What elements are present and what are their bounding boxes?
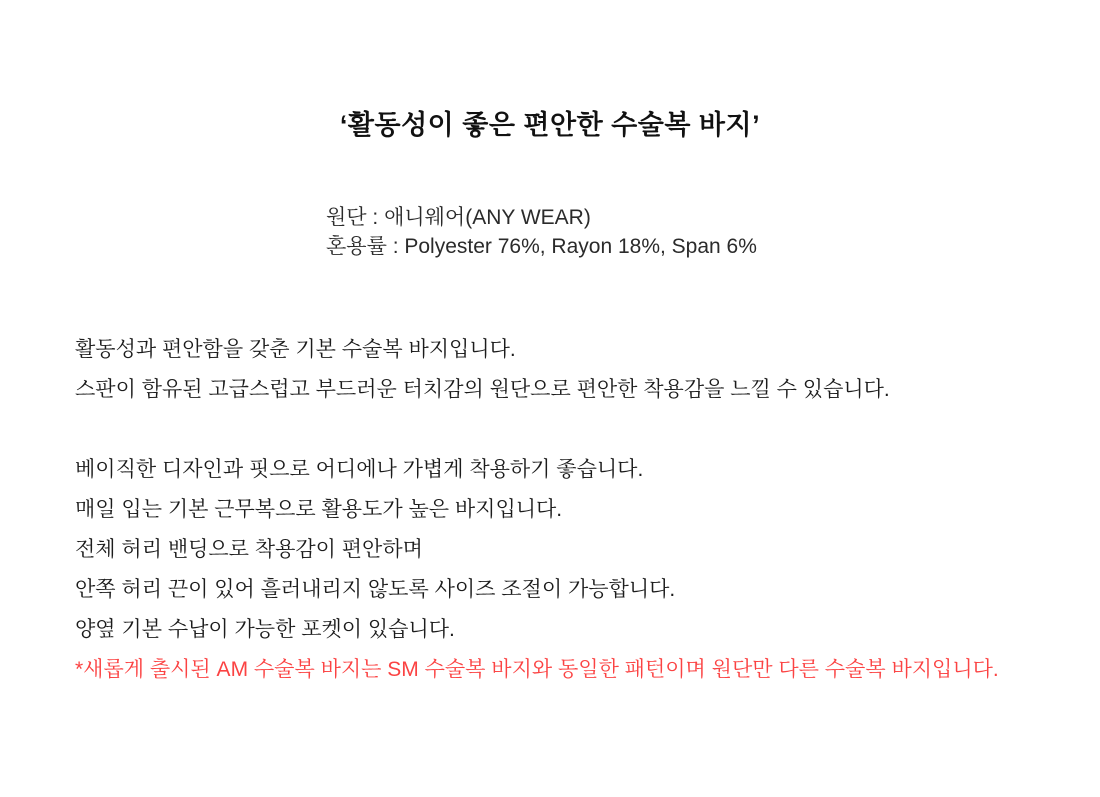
note-line: *새롭게 출시된 AM 수술복 바지는 SM 수술복 바지와 동일한 패턴이며 원단만 다른 수술복 바지입니다.	[75, 658, 999, 681]
description-line: 활동성과 편안함을 갖춘 기본 수술복 바지입니다.	[75, 338, 516, 361]
fabric-info-block	[326, 203, 757, 261]
blend-ratio-line: 혼용률 : Polyester 76%, Rayon 18%, Span 6%	[326, 235, 757, 258]
paragraph-spacer	[75, 410, 999, 450]
description-line: 안쪽 허리 끈이 있어 흘러내리지 않도록 사이즈 조절이 가능합니다.	[75, 578, 676, 601]
description-line: 전체 허리 밴딩으로 착용감이 편안하며	[75, 538, 423, 561]
page-title: ‘활동성이 좋은 편안한 수술복 바지’	[339, 110, 761, 140]
fabric-line: 원단 : 애니웨어(ANY WEAR)	[326, 206, 591, 229]
description-line: 베이직한 디자인과 핏으로 어디에나 가볍게 착용하기 좋습니다.	[75, 458, 644, 481]
description-line: 스판이 함유된 고급스럽고 부드러운 터치감의 원단으로 편안한 착용감을 느낄 수 있습니다.	[75, 378, 890, 401]
description-block	[75, 330, 999, 690]
description-line: 매일 입는 기본 근무복으로 활용도가 높은 바지입니다.	[75, 498, 563, 521]
description-line: 양옆 기본 수납이 가능한 포켓이 있습니다.	[75, 618, 455, 641]
